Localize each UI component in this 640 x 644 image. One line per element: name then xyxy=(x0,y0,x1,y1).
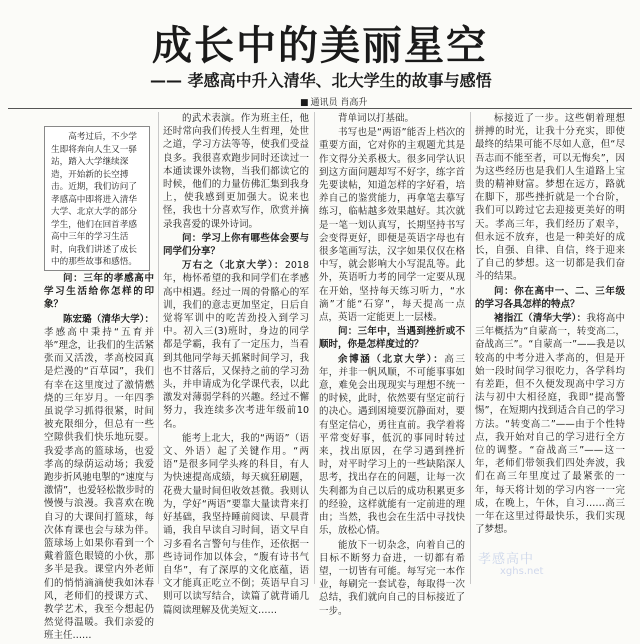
column-3 xyxy=(319,112,465,619)
body-text: 高三年，并非一帆风顺，不可能事事如意，难免会出现现实与理想不统一的时候，此时，依然要有坚定前行的决心。遇到困境要沉静面对，要有坚定信心，勇往直前。我学着将平常变好事，低沉的事同时转过来，找出原因，在学习遇到挫折时，对平时学习上的一些缺陷深人思考，找出存在的问题，让每一次失利都为自己以后的成功积累更多的经验，这样就能有一定前进的理由；当然，我也会在生活中寻找快乐，放松心情。 xyxy=(319,353,465,537)
column-divider xyxy=(314,112,315,584)
header-rule xyxy=(8,108,632,109)
body-paragraph xyxy=(319,112,465,125)
question-text: 问：学习上你有哪些体会要与同学们分享？ xyxy=(163,232,309,258)
body-paragraph xyxy=(319,353,465,538)
subtitle: —— 孝感高中升入清华、北大学生的故事与感悟 xyxy=(150,71,492,90)
body-text: 我将高中三年概括为“自蒙高一，转变高二，奋战高三”。“自蒙高一”——我是以较高的中考分进入孝高的，但是开始一段时间学习很吃力，各学科均有差距，但不久便发现高中学习方法与初中大相径庭，我即“提高警惕”，在短期内找到适合自己的学习方法。“转变高二”——由于个性特点，我开始对自己的学习进行全方位的调整。“奋战高三”——这一年，老师们带领我们四处奔波，我们在高三年里度过了最紧张的一年，每天将计划的学习内容一一完成，在晚上，午休，自习……高三一年在这里过得最快乐，我们实现了梦想。 xyxy=(475,313,625,536)
question-paragraph xyxy=(319,325,465,351)
question-paragraph xyxy=(44,272,154,312)
body-text: 背单词以打基础。 xyxy=(338,113,415,124)
body-paragraph xyxy=(475,112,625,284)
intro-box xyxy=(44,126,150,271)
column-divider xyxy=(470,112,471,584)
body-paragraph xyxy=(475,312,625,536)
body-text: 标接近了一步。这些朝着理想拼搏的时光，让我十分充实，即使最终的结果可能不尽如人意，但“尽吾志而不能至者，可以无悔矣”，因为这些经历也是我们人生道路上宝贵的精神财富。梦想在远方，路就在脚下，那些挫折就是一个台阶，我们可以跨过它去迎接更美好的明天。孝高三年，我们经历了艰辛，但永远不放弃，也是一种美好的成长，自强、自律、自信，终于迎来了自己的梦想。这一切都是我们奋斗的结果。 xyxy=(475,113,625,283)
body-paragraph xyxy=(319,539,465,618)
speaker-name: 万右之（北京大学）： xyxy=(182,260,285,272)
intro-text: 高考过后，不少学生即将奔向人生又一驿站，踏入大学继续深造，开始新的长空搏击。近期，我们访问了孝感高中即将进入清华大学、北京大学的部分学生，他们在回首孝感高中三年的学习生活时，向我们讲述了成长中的那些故事和感悟。 xyxy=(51,132,137,267)
speaker-name: 褚指江（清华大学）： xyxy=(494,313,587,325)
body-text: 书写也是“两语”能否上档次的重要方面，它对你的主观题尤其是作文得分关系极大。很多同学认识到这方面问题却写不好字，练字首先要读帖，知道怎样的字好看，培养自己的鉴赏能力，再拿笔去摹写练习，临帖越多效果越好。其次就是一笔一划认真写，长期坚持书写会变得更好，即便是英语字母也有很多笔画写法，汉字如果仅仅在格中写，就会影响大小写混乱等。此外，英语听力考的同学一定要从现在开始，坚持每天练习听力，“水滴”才能“石穿”，每天提高一点点，英语一定能更上一层楼。 xyxy=(319,127,465,324)
question-text: 问：你在高中一、二、三年级的学习各具怎样的特点？ xyxy=(475,285,625,310)
body-text: 能考上北大，我的“两语”（语文、外语）起了关键作用。“两语”是很多同学头疼的科目，有人为快速提高成绩，每天疯狂刷题，花费大量时间但收效甚微。我则认为，学好“两语”要靠大量读背来打好基础，我坚持睡前阅读、早晨背诵，我自早读自习时间，语文早自习多看名言警句与佳作，还依据一些诗词作加以体会，“腹有诗书气自华”，有了深厚的文化底蕴，语文才能真正吃立不倒；英语早自习则可以读写结合，读篇了就背诵几篇阅读理解及优美短文…… xyxy=(163,432,309,616)
watermark-sub: xghs.net xyxy=(500,566,544,577)
body-text: 孝感高中秉持“五育并举”理念，让我们的生活紧张而又活泼，孝高校园真是烂漫的“百草园”，我们有幸在这里度过了激情燃烧的三年岁月。一年四季虽说学习抓得很紧，时间被充限细分，但总有一些空隙供我们快乐地玩耍。我爱孝高的篮球场，也爱孝高的绿荫运动场；我爱跑步折风驰电掣的“速度与激情”，也爱轻松散步时的慢慢与浪漫。我喜欢在晚自习的大课间打篮球，每次体育课也会与球为伴。篮球场上如果你看到一个戴着篮色眼镜的小伙，那多半是我。课堂内外老师们的悄悄滴滴使我如沐春风，老师们的授课方式、教学艺术，我至今想起仍然觉得温暖。我们亲爱的班主任…… xyxy=(44,326,154,642)
body-text: 的武术表演。作为班主任，他还时常向我们传授人生哲理，处世之道，学习方法等等，使我们受益良多。我很喜欢跑步同时还读过一本通读课外读物，当我们都读它的时候，他们的力量仿佛汇集到我身上，使我感到更加强大。说来也怪，我也十分喜欢写作，欣赏并摘录我喜爱的课外诗词。 xyxy=(163,113,309,230)
column-1 xyxy=(44,272,154,644)
body-paragraph xyxy=(163,432,309,617)
question-text: 问：三年中，当遇到挫折或不顺时，你是怎样度过的？ xyxy=(319,326,465,351)
body-text: 2018年，梅怀希望的我和同学们在孝感高中相遇。经过一周的骨骼心的军训，我们的意志更加坚定，日后自觉将军训中的吃苦劲投入到学习中。初入三(3)班时，身边的同学都是学霸，我有了一定压力，当看到其他同学每天抓紧时间学习，我也不甘落后，又保持之前的学习劲头，并申请成为化学课代表，以此激发对薄弱学科的兴趣。经过不懈努力，我连续多次考进年级前10名。 xyxy=(163,260,309,430)
question-paragraph xyxy=(475,285,625,311)
body-paragraph xyxy=(44,313,154,643)
byline: ■ 通讯员 肖高升 xyxy=(300,95,367,108)
body-paragraph xyxy=(163,112,309,231)
body-paragraph xyxy=(163,259,309,431)
body-text: 能放下一切杂念，向着自己的目标不断努力奋进，一切都有希望，一切皆有可能。每写完一本作业，每刷完一套试卷，每取得一次总结，我们就向自己的目标接近了一步。 xyxy=(319,539,465,617)
column-2 xyxy=(163,112,309,618)
question-paragraph xyxy=(163,232,309,258)
speaker-name: 陈宏璐（清华大学）： xyxy=(63,313,154,325)
question-text: 问：三年的孝感高中学习生活给你怎样的印象？ xyxy=(44,273,154,311)
column-4 xyxy=(475,112,625,538)
watermark: 孝感高中 xyxy=(478,552,535,567)
speaker-name: 余博涵（北京大学）： xyxy=(338,353,445,365)
column-divider xyxy=(158,112,159,584)
headline: 成长中的美丽星空 xyxy=(152,23,488,69)
body-paragraph xyxy=(319,126,465,324)
